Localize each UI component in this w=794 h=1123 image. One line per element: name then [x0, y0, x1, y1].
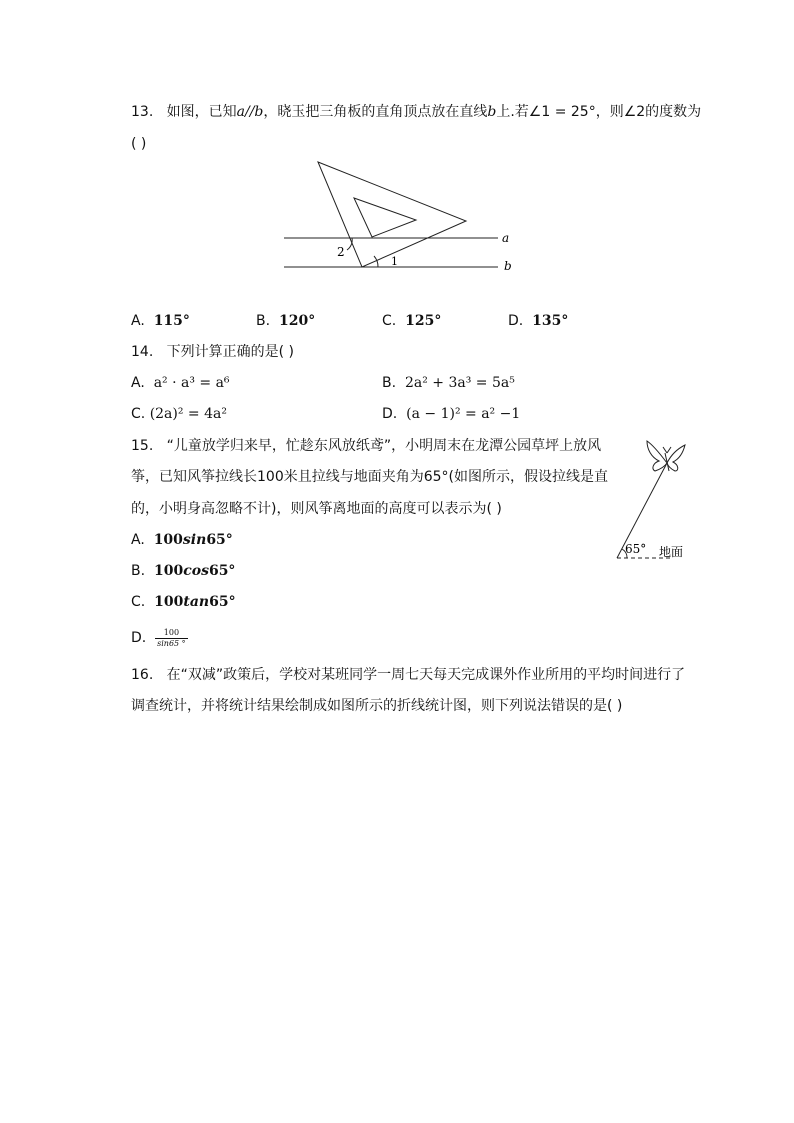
q15-option-a-coef: 100 — [153, 532, 183, 548]
q15-stem-line-2: 筝，已知风筝拉线长100米且拉线与地面夹角为65°(如图所示，假设拉线是直 — [131, 469, 608, 485]
q14-number: 14. — [131, 344, 154, 360]
q13-text-2: ，晓玉把三角板的直角顶点放在直线 — [263, 104, 488, 120]
q15-ground-label: 地面 — [659, 545, 684, 559]
q14-option-c — [131, 404, 227, 424]
q14-stem — [131, 342, 294, 362]
q14-option-b-letter: B. — [382, 375, 397, 391]
q15-option-a-deg: 65° — [206, 532, 233, 548]
q14-option-d — [382, 404, 520, 424]
q15-option-c-fn: tan — [183, 594, 210, 610]
q15-option-a-fn: sin — [182, 532, 207, 548]
q13-option-b — [256, 311, 315, 331]
q15-stem-line-1 — [131, 436, 601, 456]
q13-stem — [131, 102, 701, 122]
q13-figure — [270, 155, 520, 275]
q15-kite-figure — [605, 435, 705, 565]
q13-text-1: 如图，已知 — [166, 104, 237, 120]
q13-label-1: 1 — [391, 255, 398, 268]
q13-option-d-letter: D. — [508, 313, 524, 329]
q14-option-a — [131, 373, 230, 393]
q13-angle-2-arc — [347, 238, 352, 250]
q16-stem-line-1 — [131, 665, 685, 685]
q13-option-d — [508, 311, 568, 331]
q14-option-b-expr: 2a² + 3a³ = 5a⁵ — [404, 375, 515, 391]
q14-text: 下列计算正确的是( ) — [166, 344, 294, 360]
q13-option-b-letter: B. — [256, 313, 271, 329]
q15-option-b — [131, 561, 235, 581]
q13-option-c-letter: C. — [382, 313, 397, 329]
q15-option-d — [131, 624, 188, 652]
q15-stem-line-3: 的，小明身高忽略不计)，则风筝离地面的高度可以表示为( ) — [131, 501, 502, 517]
q15-option-a — [131, 530, 233, 550]
q13-label-2: 2 — [337, 245, 345, 259]
q15-option-d-fraction — [155, 628, 188, 649]
q13-option-a-letter: A. — [131, 313, 145, 329]
q13-a-parallel-b: a//b — [236, 104, 264, 120]
q16-number: 16. — [131, 667, 154, 683]
q15-line-1: “儿童放学归来早，忙趁东风放纸鸢”，小明周末在龙潭公园草坪上放风 — [166, 438, 602, 454]
q13-option-b-value: 120° — [278, 313, 316, 329]
kite-icon — [647, 441, 685, 471]
q15-option-b-coef: 100 — [153, 563, 184, 579]
q13-option-a — [131, 311, 190, 331]
q14-option-a-letter: A. — [131, 375, 145, 391]
q13-line-b: b — [487, 104, 497, 120]
q13-number: 13. — [131, 104, 154, 120]
q15-option-c-coef: 100 — [154, 594, 184, 610]
q15-option-c-letter: C. — [131, 594, 146, 610]
q13-label-a: a — [502, 231, 510, 245]
q15-option-c-deg: 65° — [209, 594, 236, 610]
q15-option-b-letter: B. — [131, 563, 146, 579]
q15-option-a-letter: A. — [131, 532, 145, 548]
q16-line-1: 在“双减”政策后，学校对某班同学一周七天每天完成课外作业所用的平均时间进行了 — [166, 667, 686, 683]
q15-option-b-deg: 65° — [208, 563, 236, 579]
q13-text-3: 上.若∠1 = 25°，则∠2的度数为 — [496, 104, 702, 120]
q13-label-b: b — [504, 259, 512, 273]
q13-option-c-value: 125° — [405, 313, 442, 329]
q14-option-d-letter: D. — [382, 406, 398, 422]
fraction-numerator: 100 — [155, 628, 188, 639]
q13-answer-bracket: ( ) — [131, 136, 147, 152]
q13-option-c — [382, 311, 441, 331]
fraction-denominator: sin65 ° — [157, 638, 186, 648]
q15-option-b-fn: cos — [183, 563, 209, 579]
q15-option-d-letter: D. — [131, 630, 147, 646]
q15-angle-label: 65° — [625, 542, 647, 556]
q13-option-a-value: 115° — [153, 313, 190, 329]
q13-inner-triangle — [354, 198, 416, 237]
q14-option-c-expr: (2a)² = 4a² — [149, 406, 227, 422]
q15-option-c — [131, 592, 236, 612]
q16-stem-line-2: 调查统计，并将统计结果绘制成如图所示的折线统计图，则下列说法错误的是( ) — [131, 698, 623, 714]
q14-option-c-letter: C. — [131, 406, 146, 422]
q13-option-d-value: 135° — [532, 313, 569, 329]
q14-option-b — [382, 373, 515, 393]
q14-option-d-expr: (a − 1)² = a² −1 — [406, 406, 521, 422]
q15-number: 15. — [131, 438, 154, 454]
q14-option-a-expr: a² · a³ = a⁶ — [153, 375, 230, 391]
